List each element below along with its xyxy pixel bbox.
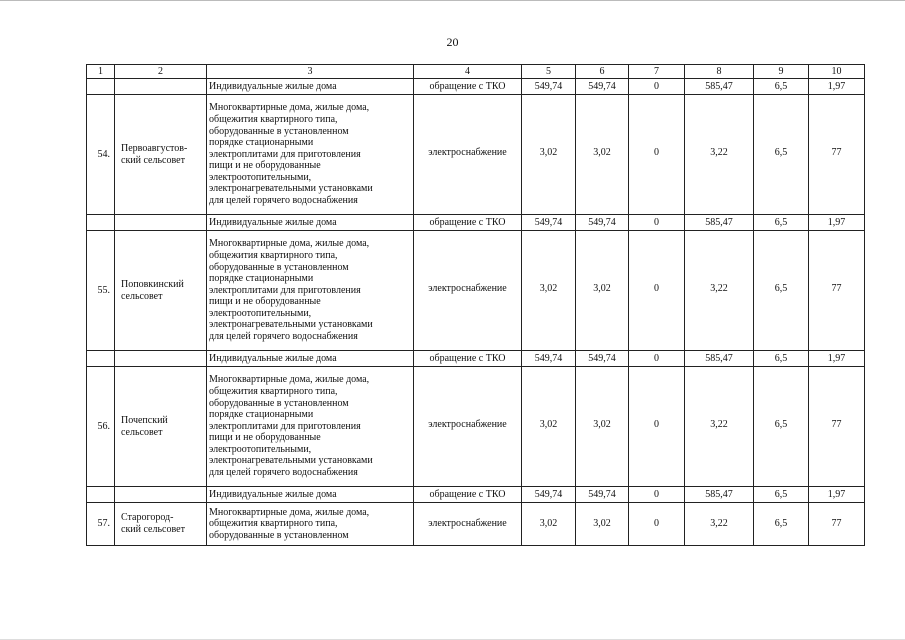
municipality-cell	[115, 351, 207, 367]
table-row	[87, 351, 865, 367]
value-cell-6: 3,02	[576, 367, 629, 487]
row-number-cell: 57.	[87, 503, 115, 546]
header-cell: 5	[522, 65, 576, 79]
housing-category-cell: Индивидуальные жилые дома	[207, 351, 414, 367]
municipality-cell	[115, 487, 207, 503]
value-cell-6: 549,74	[576, 215, 629, 231]
value-cell-5: 3,02	[522, 367, 576, 487]
value-cell-7: 0	[629, 367, 685, 487]
service-cell: обращение с ТКО	[414, 215, 522, 231]
value-cell-9: 6,5	[754, 231, 809, 351]
value-cell-6: 3,02	[576, 231, 629, 351]
tariff-table	[86, 64, 865, 546]
value-cell-7: 0	[629, 487, 685, 503]
service-cell: обращение с ТКО	[414, 351, 522, 367]
value-cell-7: 0	[629, 95, 685, 215]
row-number-cell	[87, 215, 115, 231]
table-row	[87, 215, 865, 231]
value-cell-8: 3,22	[685, 503, 754, 546]
municipality-cell: Старогород- ский сельсовет	[115, 503, 207, 546]
table-row	[87, 95, 865, 215]
value-cell-8: 585,47	[685, 351, 754, 367]
value-cell-8: 585,47	[685, 79, 754, 95]
value-cell-10: 77	[809, 231, 865, 351]
value-cell-8: 3,22	[685, 367, 754, 487]
value-cell-9: 6,5	[754, 95, 809, 215]
value-cell-7: 0	[629, 503, 685, 546]
service-cell: обращение с ТКО	[414, 79, 522, 95]
header-cell: 6	[576, 65, 629, 79]
page-number: 20	[446, 35, 459, 49]
value-cell-5: 3,02	[522, 503, 576, 546]
value-cell-7: 0	[629, 231, 685, 351]
housing-category-cell: Индивидуальные жилые дома	[207, 487, 414, 503]
header-cell: 3	[207, 65, 414, 79]
value-cell-9: 6,5	[754, 487, 809, 503]
header-cell: 7	[629, 65, 685, 79]
table-row	[87, 231, 865, 351]
municipality-cell: Первоавгустов- ский сельсовет	[115, 95, 207, 215]
housing-category-cell: Многоквартирные дома, жилые дома, общежития квартирного типа, оборудованные в установленном порядке стационарными электроплитами для приготовления пищи и не оборудованные электроотопительными, электронагревательными установками для целей горячего водоснабжения	[207, 231, 414, 351]
header-cell: 8	[685, 65, 754, 79]
value-cell-10: 77	[809, 503, 865, 546]
municipality-cell	[115, 215, 207, 231]
housing-category-cell: Многоквартирные дома, жилые дома, общежития квартирного типа, оборудованные в установленном	[207, 503, 414, 546]
value-cell-10: 1,97	[809, 487, 865, 503]
header-cell: 9	[754, 65, 809, 79]
value-cell-6: 549,74	[576, 487, 629, 503]
table-row	[87, 487, 865, 503]
header-cell: 4	[414, 65, 522, 79]
value-cell-5: 3,02	[522, 231, 576, 351]
row-number-cell: 54.	[87, 95, 115, 215]
value-cell-6: 3,02	[576, 95, 629, 215]
value-cell-9: 6,5	[754, 215, 809, 231]
municipality-cell: Почепский сельсовет	[115, 367, 207, 487]
row-number-cell: 56.	[87, 367, 115, 487]
row-number-cell: 55.	[87, 231, 115, 351]
value-cell-10: 1,97	[809, 351, 865, 367]
row-number-cell	[87, 79, 115, 95]
value-cell-9: 6,5	[754, 351, 809, 367]
municipality-cell: Поповкинский сельсовет	[115, 231, 207, 351]
value-cell-6: 3,02	[576, 503, 629, 546]
municipality-cell	[115, 79, 207, 95]
table-row	[87, 503, 865, 546]
value-cell-9: 6,5	[754, 79, 809, 95]
header-row	[87, 65, 865, 79]
header-cell: 1	[87, 65, 115, 79]
row-number-cell	[87, 351, 115, 367]
value-cell-10: 1,97	[809, 215, 865, 231]
value-cell-6: 549,74	[576, 351, 629, 367]
value-cell-10: 77	[809, 367, 865, 487]
table-row	[87, 367, 865, 487]
value-cell-7: 0	[629, 79, 685, 95]
service-cell: обращение с ТКО	[414, 487, 522, 503]
value-cell-6: 549,74	[576, 79, 629, 95]
page-top-edge	[0, 0, 905, 1]
value-cell-5: 3,02	[522, 95, 576, 215]
service-cell: электроснабжение	[414, 231, 522, 351]
header-cell: 2	[115, 65, 207, 79]
header-cell: 10	[809, 65, 865, 79]
value-cell-10: 77	[809, 95, 865, 215]
value-cell-9: 6,5	[754, 503, 809, 546]
housing-category-cell: Индивидуальные жилые дома	[207, 79, 414, 95]
housing-category-cell: Многоквартирные дома, жилые дома, общежития квартирного типа, оборудованные в установленном порядке стационарными электроплитами для приготовления пищи и не оборудованные электроотопительными, электронагревательными установками для целей горячего водоснабжения	[207, 367, 414, 487]
row-number-cell	[87, 487, 115, 503]
housing-category-cell: Многоквартирные дома, жилые дома, общежития квартирного типа, оборудованные в установленном порядке стационарными электроплитами для приготовления пищи и не оборудованные электроотопительными, электронагревательными установками для целей горячего водоснабжения	[207, 95, 414, 215]
value-cell-7: 0	[629, 351, 685, 367]
value-cell-7: 0	[629, 215, 685, 231]
housing-category-cell: Индивидуальные жилые дома	[207, 215, 414, 231]
service-cell: электроснабжение	[414, 95, 522, 215]
table-row	[87, 79, 865, 95]
value-cell-8: 585,47	[685, 487, 754, 503]
value-cell-10: 1,97	[809, 79, 865, 95]
value-cell-8: 3,22	[685, 95, 754, 215]
value-cell-5: 549,74	[522, 351, 576, 367]
value-cell-5: 549,74	[522, 79, 576, 95]
value-cell-5: 549,74	[522, 487, 576, 503]
value-cell-5: 549,74	[522, 215, 576, 231]
service-cell: электроснабжение	[414, 503, 522, 546]
value-cell-9: 6,5	[754, 367, 809, 487]
value-cell-8: 3,22	[685, 231, 754, 351]
value-cell-8: 585,47	[685, 215, 754, 231]
service-cell: электроснабжение	[414, 367, 522, 487]
